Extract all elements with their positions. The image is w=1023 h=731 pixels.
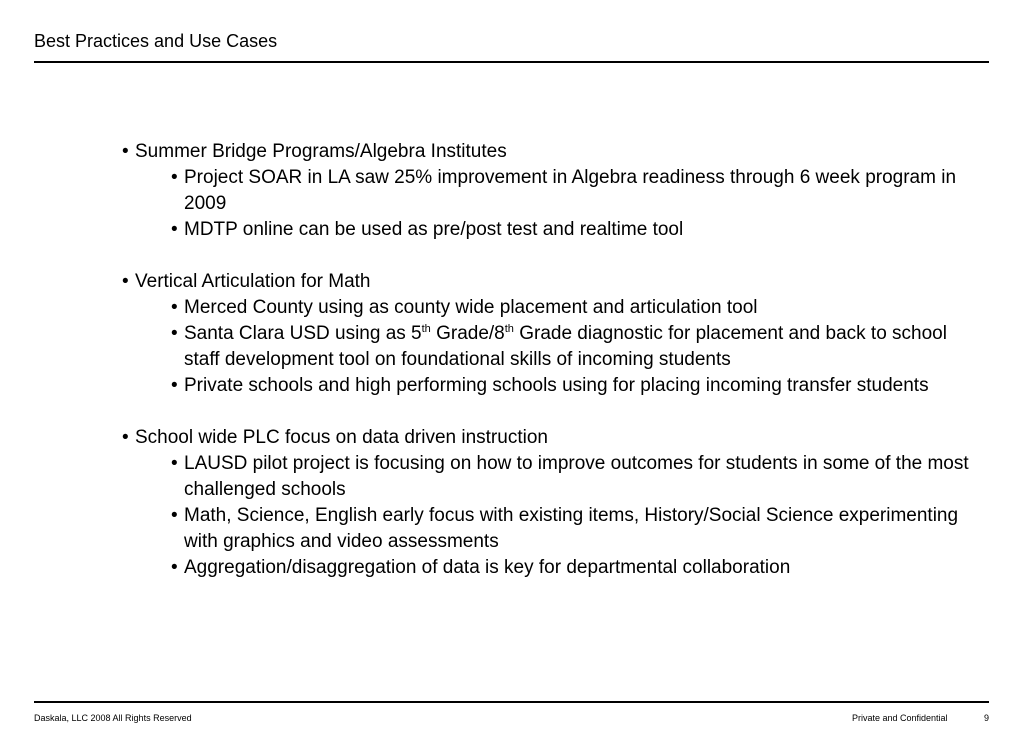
sub-bullet-item: • Math, Science, English early focus with existing items, History/Social Science experimenting with graphics and video assessments [171,503,972,555]
sub-bullet-list [171,451,972,581]
sub-bullet-item: • LAUSD pilot project is focusing on how to improve outcomes for students in some of the most challenged schools [171,451,972,503]
sub-bullet-item: • Aggregation/disaggregation of data is key for departmental collaboration [171,555,972,581]
section-heading: • Summer Bridge Programs/Algebra Institutes [122,139,972,165]
sub-bullet-list [171,295,972,399]
sub-bullet-list [171,165,972,243]
sub-bullet-item [171,321,972,373]
section-summer-bridge [122,139,972,243]
sub-bullet-item: • Project SOAR in LA saw 25% improvement in Algebra readiness through 6 week program in 2009 [171,165,972,217]
slide-content [122,139,972,581]
header-divider [34,61,989,63]
superscript-text: th [421,323,431,335]
page-number: 9 [984,713,990,723]
section-heading: • School wide PLC focus on data driven instruction [122,425,972,451]
bullet-text: Grade/8 [430,323,505,344]
section-heading: • Vertical Articulation for Math [122,269,972,295]
superscript-text: th [504,323,514,335]
section-plc-focus [122,425,972,581]
bullet-text: Grade diagnostic for placement and back to school staff development tool on foundational skills of incoming students [184,323,947,370]
sub-bullet-item: • Private schools and high performing schools using for placing incoming transfer students [171,373,972,399]
footer-copyright: Daskala, LLC 2008 All Rights Reserved [34,713,192,723]
section-vertical-articulation [122,269,972,399]
bullet-text: Santa Clara USD using as 5 [184,323,422,344]
sub-bullet-item: • MDTP online can be used as pre/post test and realtime tool [171,217,972,243]
sub-bullet-item: • Merced County using as county wide placement and articulation tool [171,295,972,321]
slide-title: Best Practices and Use Cases [34,31,278,51]
footer-confidentiality: Private and Confidential [852,713,948,723]
footer-divider [34,701,989,703]
